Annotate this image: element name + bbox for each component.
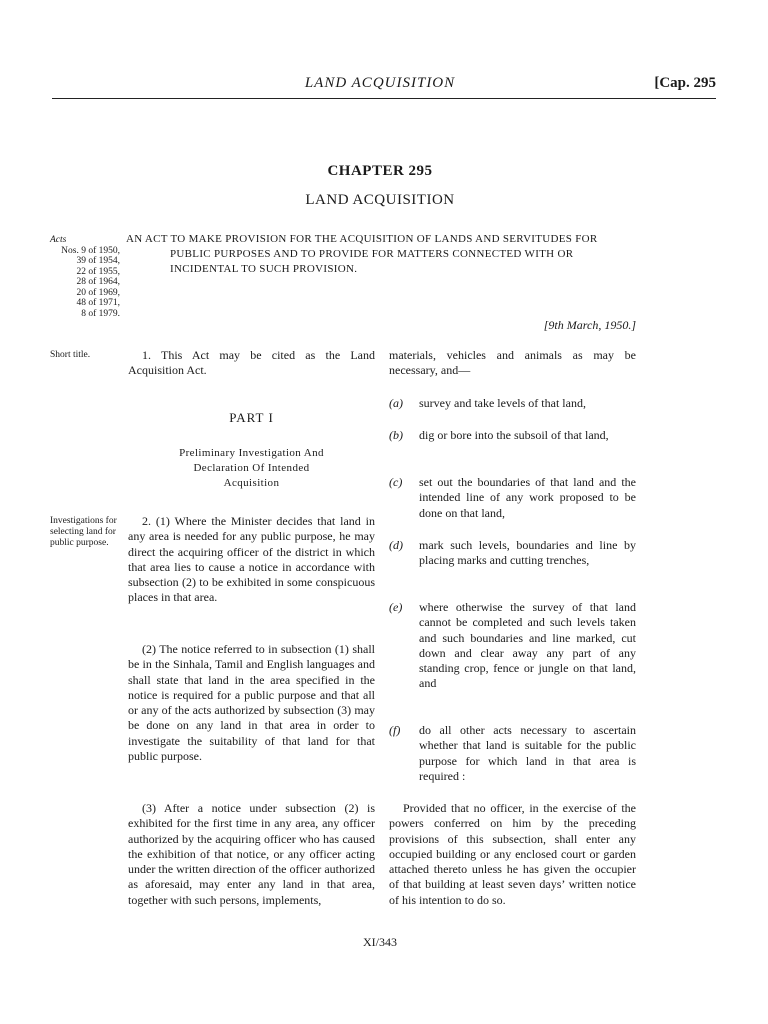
item-text: do all other acts necessary to ascertain whether that land is suitable for the public purpose for which land in that area is required :: [419, 723, 636, 783]
preamble-line-1: AN ACT TO MAKE PROVISION FOR THE ACQUISITION OF LANDS AND SERVITUDES FOR: [126, 233, 598, 245]
acts-line: 22 of 1955,: [76, 266, 120, 277]
amending-acts-note: [50, 235, 120, 319]
item-label: (f): [389, 723, 401, 737]
acts-line: 20 of 1969,: [76, 287, 120, 298]
acts-label: Acts: [50, 235, 67, 245]
list-item: [389, 538, 636, 569]
item-label: (e): [389, 600, 403, 614]
list-item: [389, 475, 636, 521]
proviso: Provided that no officer, in the exercise of the powers conferred on him by the preceding provisions of this subsection, shall enter any occupied building or any enclosed court or garden attached thereto unless he has given the occupier of that building at least seven days’ written notice of his intention to do so.: [389, 801, 636, 907]
item-text: survey and take levels of that land,: [419, 396, 586, 410]
subheading-line-2: Declaration Of Intended: [193, 462, 310, 474]
acts-line: 8 of 1979.: [81, 308, 120, 319]
acts-line: 48 of 1971,: [76, 298, 120, 308]
item-label: (d): [389, 538, 403, 552]
list-item: [389, 723, 636, 784]
running-header-cap: [Cap. 295: [654, 75, 716, 91]
list-item: [389, 396, 636, 411]
item-text: dig or bore into the subsoil of that land,: [419, 428, 609, 442]
page-number: XI/343: [363, 935, 397, 949]
preamble-line-3: INCIDENTAL TO SUCH PROVISION.: [170, 263, 358, 275]
preamble-line-2: PUBLIC PURPOSES AND TO PROVIDE FOR MATTERS CONNECTED WITH OR: [170, 248, 574, 260]
right-column-intro: materials, vehicles and animals as may be necessary, and—: [389, 348, 636, 378]
item-label: (b): [389, 428, 403, 442]
margin-note-short-title: Short title.: [50, 350, 91, 360]
acts-line: Nos. 9 of 1950,: [61, 245, 120, 256]
section-1: 1. This Act may be cited as the Land Acquisition Act.: [128, 348, 375, 378]
chapter-number: CHAPTER 295: [327, 163, 433, 179]
section-2-1: 2. (1) Where the Minister decides that land in any area is needed for any public purpose, he may direct the acquiring officer of the district in which that area lies to cause a notice in accordance with subsection (2) to be exhibited in some conspicuous places in that area.: [128, 514, 375, 605]
item-text: set out the boundaries of that land and the intended line of any work proposed to be done on that land,: [419, 475, 636, 520]
long-title-preamble: [126, 232, 638, 277]
item-label: (c): [389, 475, 403, 489]
acts-line: 39 of 1954,: [76, 256, 120, 266]
running-header-title: LAND ACQUISITION: [304, 75, 456, 91]
section-2-3: (3) After a notice under subsection (2) is exhibited for the first time in any area, any officer authorized by the acquiring officer who has caused the exhibition of that notice, or any officer acting under the written direction of the officer authorized as aforesaid, may enter any land in that area, together with such persons, implements,: [128, 801, 375, 907]
header-rule: [52, 98, 716, 99]
list-item: [389, 600, 636, 692]
part-heading: PART I: [229, 410, 274, 425]
subheading-line-3: Acquisition: [223, 477, 280, 489]
enactment-date: [9th March, 1950.]: [543, 318, 636, 332]
margin-note-investigations: Investigations for selecting land for public purpose.: [50, 516, 117, 548]
item-text: mark such levels, boundaries and line by placing marks and cutting trenches,: [419, 538, 636, 568]
acts-line: 28 of 1964,: [76, 277, 120, 287]
item-text: where otherwise the survey of that land cannot be completed and such levels taken and such boundaries and line marked, cut down and clear away any part of any standing crop, fence or jungle on that land, and: [419, 600, 636, 691]
part-subheading: [128, 446, 375, 491]
section-2-2: (2) The notice referred to in subsection (1) shall be in the Sinhala, Tamil and English languages and shall state that land in the area specified in the notice is required for a public purpose and that all or any of the acts authorized by subsection (3) may be done on any land in that area in order to investigate the suitability of that land for that public purpose.: [128, 642, 375, 764]
act-title: LAND ACQUISITION: [305, 192, 455, 208]
subheading-line-1: Preliminary Investigation And: [179, 447, 324, 459]
list-item: [389, 428, 636, 443]
item-label: (a): [389, 396, 403, 410]
